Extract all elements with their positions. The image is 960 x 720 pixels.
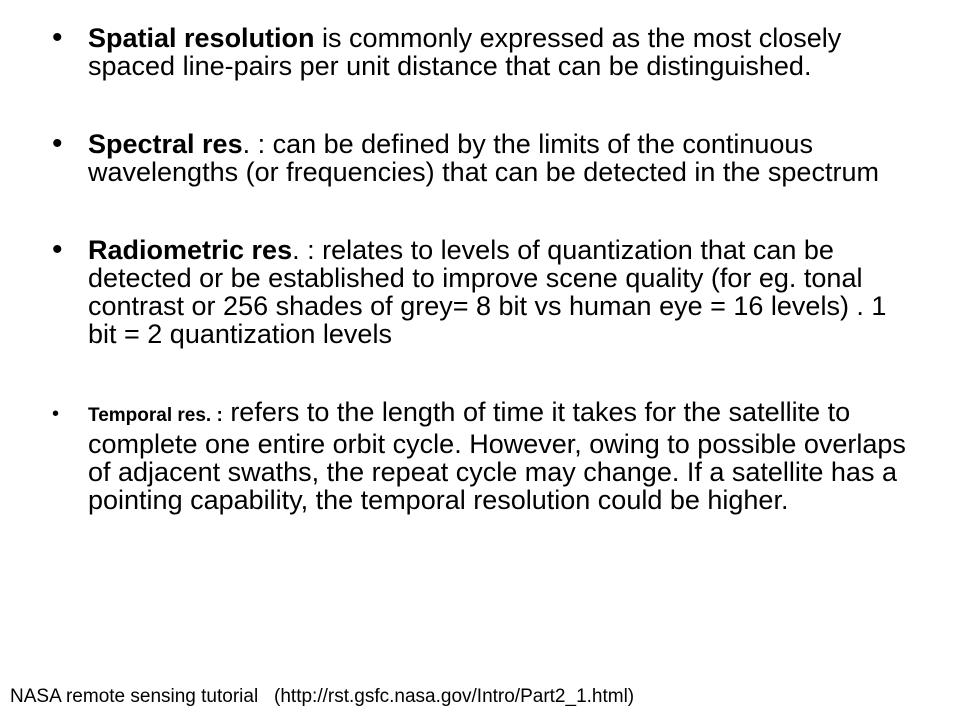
bullet-dot-icon: • bbox=[52, 233, 63, 266]
bullet-temporal-resolution bbox=[50, 398, 910, 514]
footer-citation bbox=[10, 686, 634, 708]
bullet-dot-icon: • bbox=[52, 127, 63, 160]
bullet-list bbox=[50, 21, 910, 564]
bullet-spectral-resolution bbox=[50, 127, 910, 187]
bullet-dot-icon: • bbox=[52, 21, 63, 54]
footer-url: (http://rst.gsfc.nasa.gov/Intro/Part2_1.html) bbox=[274, 686, 635, 707]
footer-source: NASA remote sensing tutorial bbox=[10, 686, 259, 707]
bullet-text: is commonly expressed as the most closely spaced line-pairs per unit distance that can be distinguished. bbox=[88, 23, 842, 81]
bullet-text: . : can be defined by the limits of the continuous wavelengths (or frequencies) that can be detected in the spectrum bbox=[88, 129, 879, 187]
bullet-dot-icon: • bbox=[52, 403, 60, 425]
bullet-term: Radiometric res bbox=[88, 235, 293, 265]
bullet-term: Spatial resolution bbox=[88, 23, 315, 53]
bullet-term: Spectral res bbox=[88, 129, 243, 159]
bullet-text: refers to the length of time it takes for the satellite to complete one entire orbit cycle. However, owing to possible overlaps of adjacent swaths, the repeat cycle may change. If a satellite has a pointing capability, the temporal resolution could be higher. bbox=[88, 397, 906, 515]
bullet-radiometric-resolution bbox=[50, 233, 910, 349]
bullet-spatial-resolution bbox=[50, 21, 910, 81]
bullet-text: . : relates to levels of quantization that can be detected or be established to improve scene quality (for eg. tonal contrast or 256 shades of grey= 8 bit vs human eye = 16 levels) . 1 bit = 2 quantization levels bbox=[88, 235, 887, 349]
bullet-term: Temporal res. : bbox=[88, 405, 223, 426]
